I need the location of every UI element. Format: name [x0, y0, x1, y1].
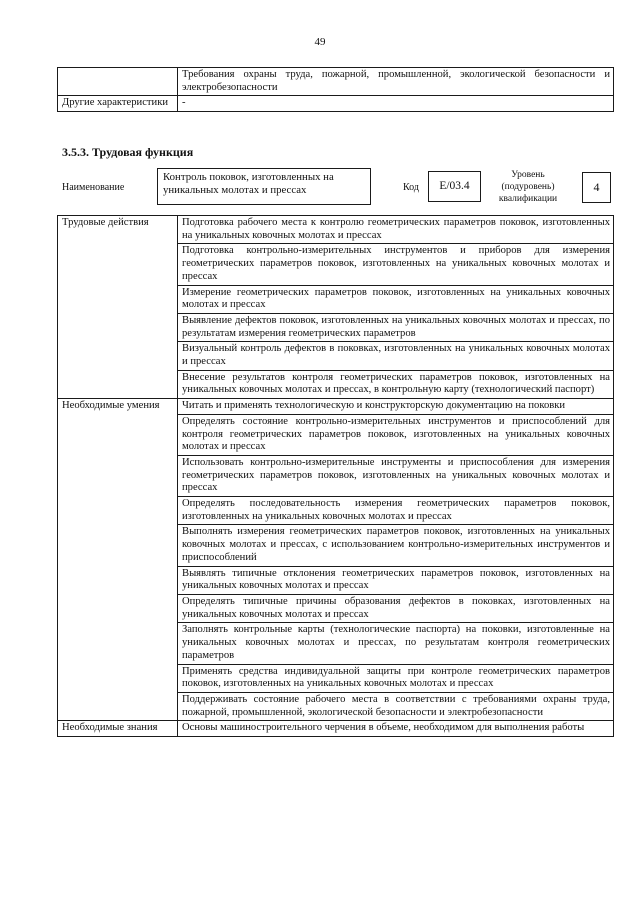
group-label: Необходимые знания	[58, 721, 178, 737]
table-row	[58, 96, 614, 112]
item-text: Выполнять измерения геометрических параметров поковок, изготовленных на уникальных ковочных молотах и прессах, с использованием контрольно-измерительных инструментов и приспособлений	[178, 525, 614, 566]
page-number: 49	[314, 36, 326, 48]
level-value-box: 4	[582, 172, 611, 203]
row-text: -	[178, 96, 614, 112]
item-text: Визуальный контроль дефектов в поковках, изготовленных на уникальных ковочных молотах и прессах	[178, 342, 614, 370]
item-text: Определять типичные причины образования дефектов в поковках, изготовленных на уникальных ковочных молотах и прессах	[178, 594, 614, 622]
item-text: Заполнять контрольные карты (технологические паспорта) на поковки, изготовленные на уникальных ковочных молотах и прессах, по результатам контроля геометрических параметров	[178, 623, 614, 664]
item-text: Основы машиностроительного черчения в объеме, необходимом для выполнения работы	[178, 721, 614, 737]
section-heading: 3.5.3. Трудовая функция	[62, 145, 194, 159]
group-label: Необходимые умения	[58, 399, 178, 721]
name-value-box: Контроль поковок, изготовленных на уникальных молотах и прессах	[157, 168, 371, 205]
table-row	[58, 721, 614, 737]
item-text: Поддерживать состояние рабочего места в соответствии с требованиями охраны труда, пожарной, промышленной, экологической безопасности и электробезопасности	[178, 692, 614, 720]
table-row	[58, 216, 614, 244]
item-text: Определять последовательность измерения геометрических параметров поковок, изготовленных на уникальных ковочных молотах и прессах	[178, 497, 614, 525]
level-label: Уровень (подуровень) квалификации	[498, 170, 558, 204]
row-label: Другие характеристики	[58, 96, 178, 112]
item-text: Использовать контрольно-измерительные инструменты и приспособления для измерения геометрических параметров поковок, изготовленных на уникальных ковочных молотах и прессах	[178, 455, 614, 496]
item-text: Измерение геометрических параметров поковок, изготовленных на уникальных ковочных молотах и прессах	[178, 285, 614, 313]
group-label: Трудовые действия	[58, 216, 178, 399]
table-row	[58, 68, 614, 96]
item-text: Выявлять типичные отклонения геометрических параметров поковок, изготовленных на уникальных ковочных молотах и прессах	[178, 566, 614, 594]
previous-function-table	[57, 67, 614, 112]
item-text: Применять средства индивидуальной защиты при контроле геометрических параметров поковок, изготовленных на уникальных ковочных молотах и прессах	[178, 664, 614, 692]
labor-function-table	[57, 215, 614, 737]
item-text: Читать и применять технологическую и конструкторскую документацию на поковки	[178, 399, 614, 415]
item-text: Внесение результатов контроля геометрических параметров поковок, изготовленных на уникальных ковочных молотах и прессах, в контрольную карту (технологический паспорт)	[178, 370, 614, 398]
code-label: Код	[403, 182, 419, 193]
item-text: Подготовка контрольно-измерительных инструментов и приборов для измерения геометрических параметров поковок, изготовленных на уникальных ковочных молотах и прессах	[178, 244, 614, 285]
table-row	[58, 399, 614, 415]
row-label	[58, 68, 178, 96]
code-value-box: E/03.4	[428, 171, 481, 202]
name-label: Наименование	[62, 182, 125, 193]
item-text: Подготовка рабочего места к контролю геометрических параметров поковок, изготовленных на уникальных ковочных молотах и прессах	[178, 216, 614, 244]
item-text: Определять состояние контрольно-измерительных инструментов и приспособлений для контроля геометрических параметров поковок, изготовленных на уникальных ковочных молотах и прессах	[178, 414, 614, 455]
row-text: Требования охраны труда, пожарной, промышленной, экологической безопасности и электробезопасности	[178, 68, 614, 96]
item-text: Выявление дефектов поковок, изготовленных на уникальных ковочных молотах и прессах, по результатам измерения геометрических параметров	[178, 313, 614, 341]
